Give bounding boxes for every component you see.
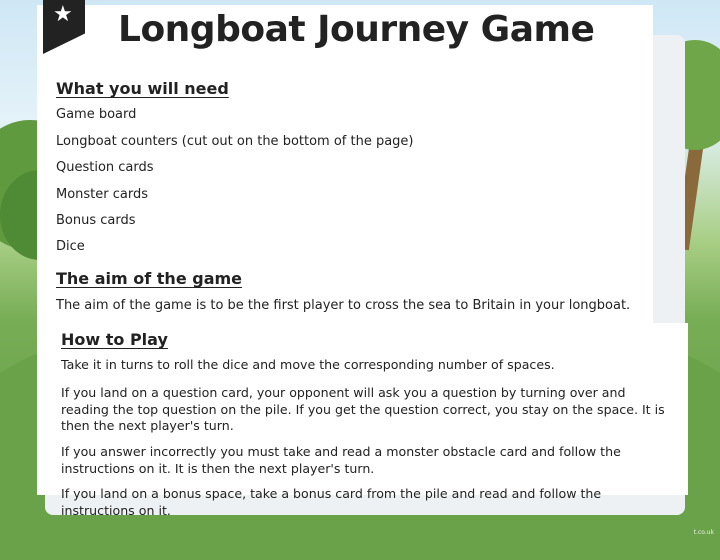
aim-text: The aim of the game is to be the first player to cross the sea to Britain in your longboat. (56, 298, 631, 313)
list-item: Game board (56, 107, 137, 122)
list-item: Dice (56, 239, 85, 254)
footer-url: t.co.uk (693, 529, 714, 536)
rule-paragraph: If you land on a bonus space, take a bonus card from the pile and read and follow the instructions on it. (61, 486, 602, 518)
list-item: Monster cards (56, 187, 149, 202)
rule-paragraph: If you land on a question card, your opponent will ask you a question by turning over and reading the top question on the pile. If you get the question correct, you stay on the space. It is then the next player's turn. (61, 385, 665, 433)
star-icon: ★ (53, 2, 73, 27)
rule-paragraph: Take it in turns to roll the dice and move the corresponding number of spaces. (61, 357, 555, 372)
list-item: Longboat counters (cut out on the bottom of the page) (56, 134, 414, 149)
heading-aim: The aim of the game (56, 269, 243, 288)
list-item: Bonus cards (56, 213, 136, 228)
page-title: Longboat Journey Game (118, 9, 595, 50)
heading-how-to-play: How to Play (61, 330, 168, 349)
list-item: Question cards (56, 160, 154, 175)
rule-paragraph: If you answer incorrectly you must take and read a monster obstacle card and follow the instructions on it. It is then the next player's turn. (61, 444, 621, 476)
heading-what-you-need: What you will need (56, 79, 229, 98)
